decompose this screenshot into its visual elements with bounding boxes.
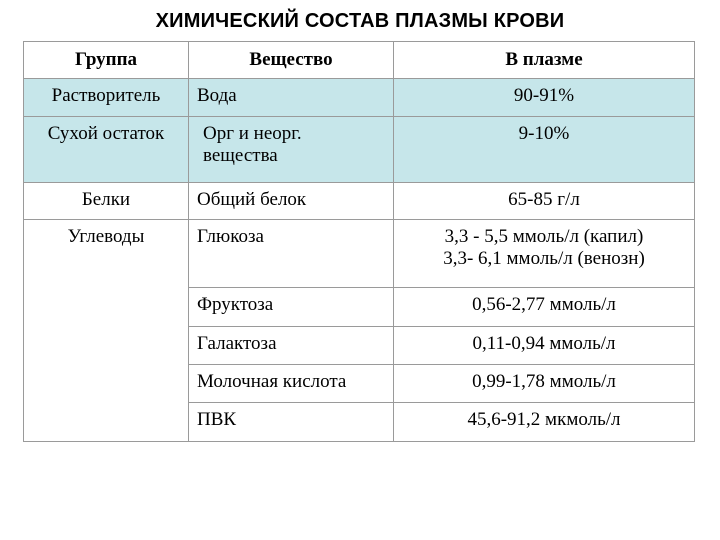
table-row	[24, 220, 695, 288]
cell-value: 0,99-1,78 ммоль/л	[394, 365, 695, 403]
value-line: 3,3 - 5,5 ммоль/л (капил)	[444, 226, 644, 247]
cell-group: Сухой остаток	[24, 117, 189, 183]
cell-value: 9-10%	[394, 117, 695, 183]
cell-substance: Молочная кислота	[189, 365, 394, 403]
cell-value: 45,6-91,2 мкмоль/л	[394, 403, 695, 442]
plasma-composition-table	[23, 41, 695, 442]
header-substance: Вещество	[189, 42, 394, 79]
cell-group: Углеводы	[24, 220, 189, 442]
table-row	[24, 79, 695, 117]
table-header-row	[24, 42, 695, 79]
cell-substance: ПВК	[189, 403, 394, 442]
cell-value: 0,56-2,77 ммоль/л	[394, 288, 695, 327]
cell-substance: Галактоза	[189, 327, 394, 365]
cell-substance: Фруктоза	[189, 288, 394, 327]
substance-line: Орг и неорг.	[203, 123, 302, 144]
header-value: В плазме	[394, 42, 695, 79]
cell-substance	[189, 117, 394, 183]
cell-substance: Глюкоза	[189, 220, 394, 288]
table-row	[24, 117, 695, 183]
table-row	[24, 183, 695, 220]
cell-group: Белки	[24, 183, 189, 220]
cell-value: 0,11-0,94 ммоль/л	[394, 327, 695, 365]
cell-substance: Общий белок	[189, 183, 394, 220]
substance-line: вещества	[203, 145, 278, 166]
cell-group: Растворитель	[24, 79, 189, 117]
cell-value	[394, 220, 695, 288]
page-title: ХИМИЧЕСКИЙ СОСТАВ ПЛАЗМЫ КРОВИ	[155, 10, 565, 32]
value-line: 3,3- 6,1 ммоль/л (венозн)	[443, 248, 645, 269]
cell-substance: Вода	[189, 79, 394, 117]
header-group: Группа	[24, 42, 189, 79]
cell-value: 90-91%	[394, 79, 695, 117]
cell-value: 65-85 г/л	[394, 183, 695, 220]
